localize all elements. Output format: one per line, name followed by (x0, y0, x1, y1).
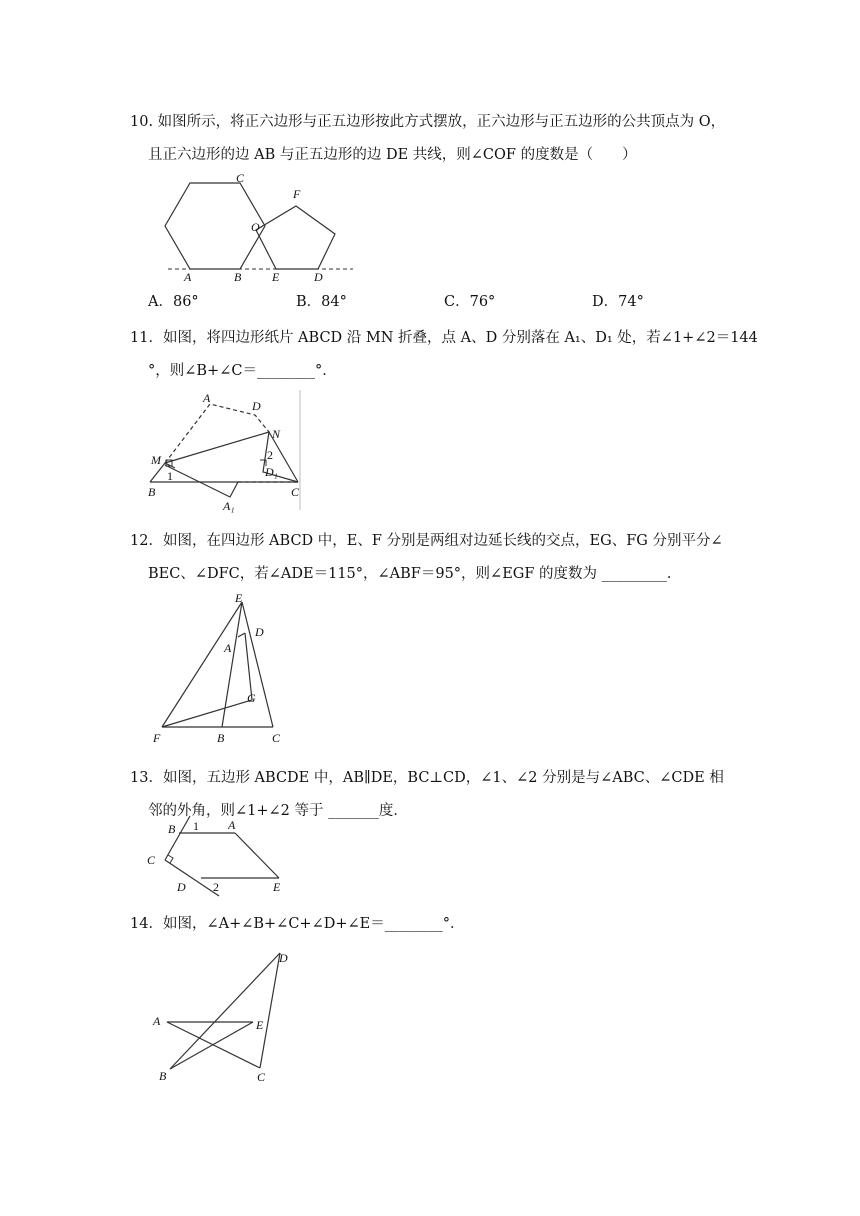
q13-line-2: 邻的外角，则∠1+∠2 等于 _______度． (148, 803, 408, 819)
label-D: D (314, 270, 323, 284)
q11-line-1: 11．如图，将四边形纸片 ABCD 沿 MN 折叠，点 A、D 分别落在 A₁、D₁ 处，若∠1+∠2＝144 (130, 330, 758, 346)
label-A: A (184, 270, 192, 284)
label-2: 2 (213, 880, 219, 894)
q14-figure (145, 945, 305, 1090)
label-A: A (203, 391, 211, 405)
label-B: B (217, 731, 225, 745)
hexagon (165, 183, 265, 269)
q13-figure (140, 812, 300, 897)
label-C: C (147, 853, 156, 867)
q10-option-b: B．84° (296, 294, 347, 310)
q10-option-d: D．74° (592, 294, 644, 310)
q12-line-1: 12．如图，在四边形 ABCD 中，E、F 分别是两组对边延长线的交点，EG、FG 分别平分∠ (130, 533, 723, 549)
label-F: F (293, 187, 301, 201)
label-2: 2 (267, 448, 273, 462)
label-D: D (255, 625, 264, 639)
label-M: M (151, 453, 161, 467)
label-E: E (273, 880, 281, 894)
q11-line-2: °，则∠B+∠C＝________°． (148, 363, 337, 379)
label-C: C (272, 731, 281, 745)
label-A: A (224, 641, 232, 655)
label-B: B (234, 270, 242, 284)
q12-line-2: BEC、∠DFC，若∠ADE＝115°，∠ABF＝95°，则∠EGF 的度数为 _________． (148, 566, 682, 582)
label-E: E (256, 1018, 264, 1032)
label-G: G (247, 691, 256, 705)
label-1: 1 (193, 819, 199, 833)
label-A1: A₁ (223, 499, 235, 513)
q10-option-a: A．86° (148, 294, 199, 310)
label-D1: D₁ (265, 465, 278, 479)
label-F: F (153, 731, 161, 745)
label-D: D (279, 951, 288, 965)
label-E: E (272, 270, 280, 284)
q10-figure (150, 170, 365, 288)
label-N: N (272, 427, 281, 441)
q11-figure (145, 390, 305, 515)
label-D: D (177, 880, 186, 894)
q10-line-1: 10. 如图所示，将正六边形与正五边形按此方式摆放，正六边形与正五边形的公共顶点为 O， (130, 114, 726, 130)
label-D: D (252, 399, 261, 413)
label-B: B (148, 485, 156, 499)
q12-figure (145, 590, 295, 750)
label-1: 1 (167, 469, 173, 483)
label-C: C (236, 171, 245, 185)
q10-option-c: C．76° (444, 294, 496, 310)
label-A: A (153, 1014, 161, 1028)
label-C: C (291, 485, 300, 499)
pentagon (256, 206, 335, 269)
q14-line-1: 14．如图，∠A+∠B+∠C+∠D+∠E＝________°． (130, 916, 465, 932)
label-O: O (251, 220, 260, 234)
label-A: A (228, 818, 236, 832)
label-C: C (257, 1070, 266, 1084)
q13-line-1: 13．如图，五边形 ABCDE 中，AB∥DE，BC⊥CD，∠1、∠2 分别是与∠ABC、∠CDE 相 (130, 770, 724, 786)
q10-line-2: 且正六边形的边 AB 与正五边形的边 DE 共线，则∠COF 的度数是（ ） (148, 147, 637, 163)
label-B: B (168, 822, 176, 836)
label-B: B (159, 1069, 167, 1083)
label-E: E (235, 591, 243, 605)
